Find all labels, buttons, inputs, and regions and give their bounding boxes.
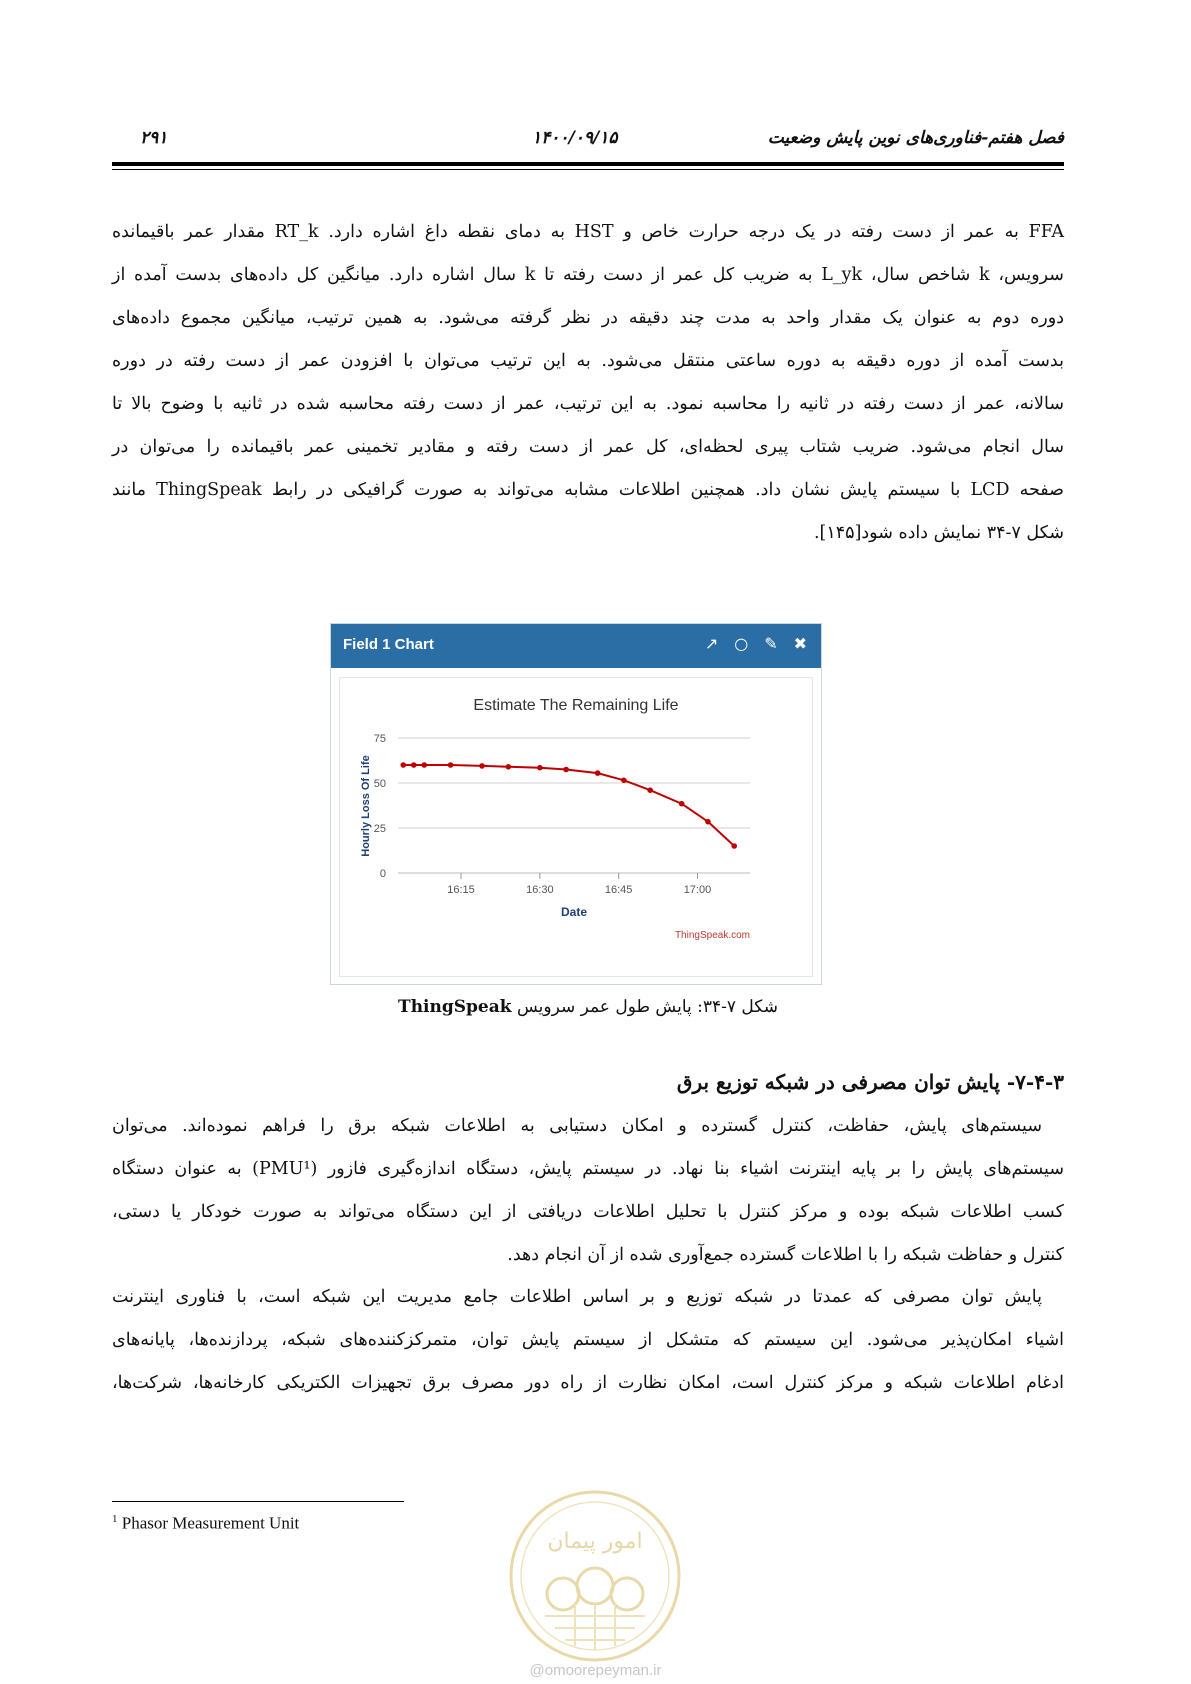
page-header <box>112 128 1064 158</box>
data-point <box>621 778 627 784</box>
caption-text: شکل ۷-۳۴: پایش طول عمر سرویس <box>511 997 778 1017</box>
paragraph-line: صفحه LCD با سیستم پایش نشان داد. همچنین اطلاعات مشابه می‌تواند به صورت گرافیکی در رابط ThingSpeak مانند <box>112 480 1064 500</box>
data-point <box>448 762 454 768</box>
paragraph-line: سیستم‌های پایش، حفاظت، کنترل گسترده و امکان دستیابی به اطلاعات شبکه برق را فراهم نموده‌اند. می‌توان <box>112 1116 1042 1136</box>
y-axis-label: Hourly Loss Of Life <box>360 755 372 857</box>
page-number: ۲۹۱ <box>140 128 168 148</box>
chart-credit: ThingSpeak.com <box>674 930 750 941</box>
paragraph-line: شکل ۷-۳۴ نمایش داده شود[۱۴۵]. <box>813 523 1064 543</box>
data-point <box>595 770 601 776</box>
figure-caption <box>112 997 1064 1017</box>
data-point <box>506 764 512 770</box>
header-date: ۱۴۰۰/۰۹/۱۵ <box>532 128 618 148</box>
external-link-icon[interactable]: ↗ <box>704 634 719 653</box>
section-heading: ۷-۴-۳- پایش توان مصرفی در شبکه توزیع برق <box>676 1070 1064 1094</box>
paragraph-line: کسب اطلاعات شبکه بوده و مرکز کنترل با تحلیل اطلاعات دریافتی از این دستگاه می‌تواند به صورت خودکار یا دستی، <box>112 1202 1064 1222</box>
paragraph-line: سیستم‌های پایش را بر پایه اینترنت اشیاء بنا نهاد. در سیستم پایش، دستگاه اندازه‌گیری فازور (PMU¹) به عنوان دستگاه <box>112 1159 1064 1179</box>
paragraph-line: پایش توان مصرفی که عمدتا در شبکه توزیع و بر اساس اطلاعات جامع مدیریت این شبکه است، با فناوری اینترنت <box>112 1287 1042 1307</box>
data-point <box>400 762 406 768</box>
y-tick-label: 50 <box>373 778 386 790</box>
x-tick-label: 17:00 <box>683 884 712 896</box>
widget-title: Field 1 Chart <box>343 636 434 653</box>
footnote-rule <box>112 1501 404 1502</box>
y-tick-label: 75 <box>373 733 386 745</box>
x-tick-label: 16:45 <box>604 884 633 896</box>
pencil-icon[interactable]: ✎ <box>764 634 778 653</box>
logo-text: امور پیمان <box>547 1529 643 1554</box>
header-rule-thick <box>112 162 1064 166</box>
line-chart <box>340 678 812 976</box>
footnote-marker: 1 <box>112 1513 118 1525</box>
data-point <box>537 765 543 771</box>
series-line <box>403 765 734 846</box>
data-point <box>705 819 711 825</box>
body-paragraph-1 <box>112 211 1064 555</box>
footnote <box>112 1513 299 1534</box>
data-point <box>647 787 653 793</box>
paragraph-line: اشیاء امکان‌پذیر می‌شود. این سیستم که متشکل از سیستم پایش توان، متمرکزکننده‌های شبکه، پردازنده‌ها، پایانه‌های <box>112 1330 1064 1350</box>
data-point <box>679 801 685 807</box>
paragraph-line: سرویس، k شاخص سال، L_yk به ضریب کل عمر از دست رفته تا k سال اشاره دارد. میانگین کل داده‌های بدست آمده از <box>112 265 1064 285</box>
paragraph-line: کنترل و حفاظت شبکه را با اطلاعات گسترده جمع‌آوری شده از آن انجام دهد. <box>507 1245 1064 1265</box>
thingspeak-chart-widget <box>330 623 822 985</box>
paragraph-line: سالانه، عمر از دست رفته در ثانیه را محاسبه نمود. به این ترتیب، عمر از دست رفته محاسبه شده در ثانیه با وضوح بالا تا <box>112 394 1064 414</box>
data-point <box>411 762 417 768</box>
x-tick-label: 16:30 <box>526 884 554 896</box>
chart-frame <box>339 677 813 977</box>
widget-title-bar <box>331 624 821 668</box>
data-point <box>479 763 485 769</box>
caption-bold: ThingSpeak <box>398 997 512 1017</box>
footnote-text: Phasor Measurement Unit <box>117 1513 300 1533</box>
paragraph-line: بدست آمده از دوره دقیقه به دوره ساعتی منتقل می‌شود. به این ترتیب می‌توان با افزودن عمر از دست رفته در دوره <box>112 351 1064 371</box>
chart-title: Estimate The Remaining Life <box>473 697 679 714</box>
header-rule-thin <box>112 169 1064 170</box>
comment-icon[interactable]: ○ <box>734 634 749 653</box>
x-tick-label: 16:15 <box>447 884 475 896</box>
paragraph-line: دوره دوم به عنوان یک مقدار واحد به مدت چند دقیقه در نظر گرفته می‌شود. به همین ترتیب، میانگین مجموع داده‌های <box>112 308 1064 328</box>
data-point <box>563 767 569 773</box>
watermark-logo <box>505 1486 685 1666</box>
y-tick-label: 0 <box>379 868 386 880</box>
paragraph-line: سال انجام می‌شود. ضریب شتاب پیری لحظه‌ای، کل عمر از دست رفته و مقادیر تخمینی عمر باقیمانده را می‌توان در <box>112 437 1064 457</box>
widget-toolbar <box>705 634 807 653</box>
paragraph-line: ادغام اطلاعات شبکه و مرکز کنترل است، امکان نظارت از راه دور مصرف برق تجهیزات الکتریکی کارخانه‌ها، شرکت‌ها، <box>112 1373 1064 1393</box>
site-watermark: @omoorepeyman.ir <box>529 1662 662 1679</box>
close-icon[interactable]: ✖ <box>793 634 807 653</box>
data-point <box>731 843 737 849</box>
data-point <box>421 762 427 768</box>
body-paragraph-3 <box>112 1276 1064 1405</box>
body-paragraph-2 <box>112 1105 1064 1277</box>
chapter-title: فصل هفتم-فناوری‌های نوین پایش وضعیت <box>767 128 1064 148</box>
paragraph-line: FFA به عمر از دست رفته در یک درجه حرارت خاص و HST به دمای نقطه داغ اشاره دارد. RT_k مقدار عمر باقیمانده <box>112 222 1064 242</box>
y-tick-label: 25 <box>373 823 386 835</box>
x-axis-label: Date <box>560 905 588 919</box>
